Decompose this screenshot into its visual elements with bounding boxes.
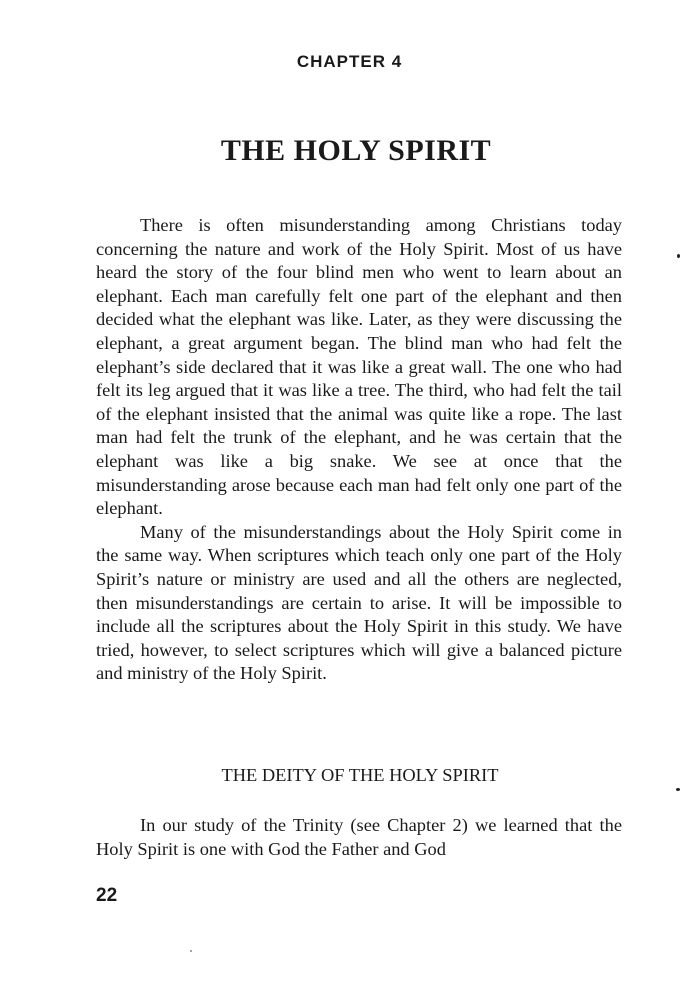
intro-text	[96, 214, 622, 686]
section-heading: THE DEITY OF THE HOLY SPIRIT	[221, 765, 499, 785]
page-number: 22	[96, 885, 118, 906]
ink-speck	[676, 788, 680, 791]
paragraph-misunderstandings: Many of the misunderstandings about the Holy Spirit come in the same way. When scriptures which teach only one part of the Holy Spirit’s nature or ministry are used and all the others are neglected, then misunderstandings are certain to arise. It will be impossible to include all the scriptures about the Holy Spirit in this study. We have tried, however, to select scriptures which will give a balanced picture and ministry of the Holy Spirit.	[96, 521, 622, 684]
chapter-title: THE HOLY SPIRIT	[220, 134, 492, 167]
chapter-label: CHAPTER 4	[296, 52, 403, 71]
section-text	[96, 814, 622, 861]
paragraph-deity: In our study of the Trinity (see Chapter 2) we learned that the Holy Spirit is one with God the Father and God	[96, 815, 622, 859]
ink-speck	[190, 950, 192, 952]
ink-speck	[677, 254, 680, 258]
paragraph-blind-men: There is often misunderstanding among Christians today concerning the nature and work of the Holy Spirit. Most of us have heard the story of the four blind men who went to learn about an elephant. Each man carefully felt one part of the elephant and then decided what the elephant was like. Later, as they were discussing the elephant, a great argument began. The blind man who had felt the elephant’s side declared that it was like a great wall. The one who had felt its leg argued that it was like a tree. The third, who had felt the tail of the elephant insisted that the animal was quite like a rope. The last man had felt the trunk of the elephant, and he was certain that the elephant was like a big snake. We see at once that the misunderstanding arose because each man had felt only one part of the elephant.	[96, 215, 622, 519]
